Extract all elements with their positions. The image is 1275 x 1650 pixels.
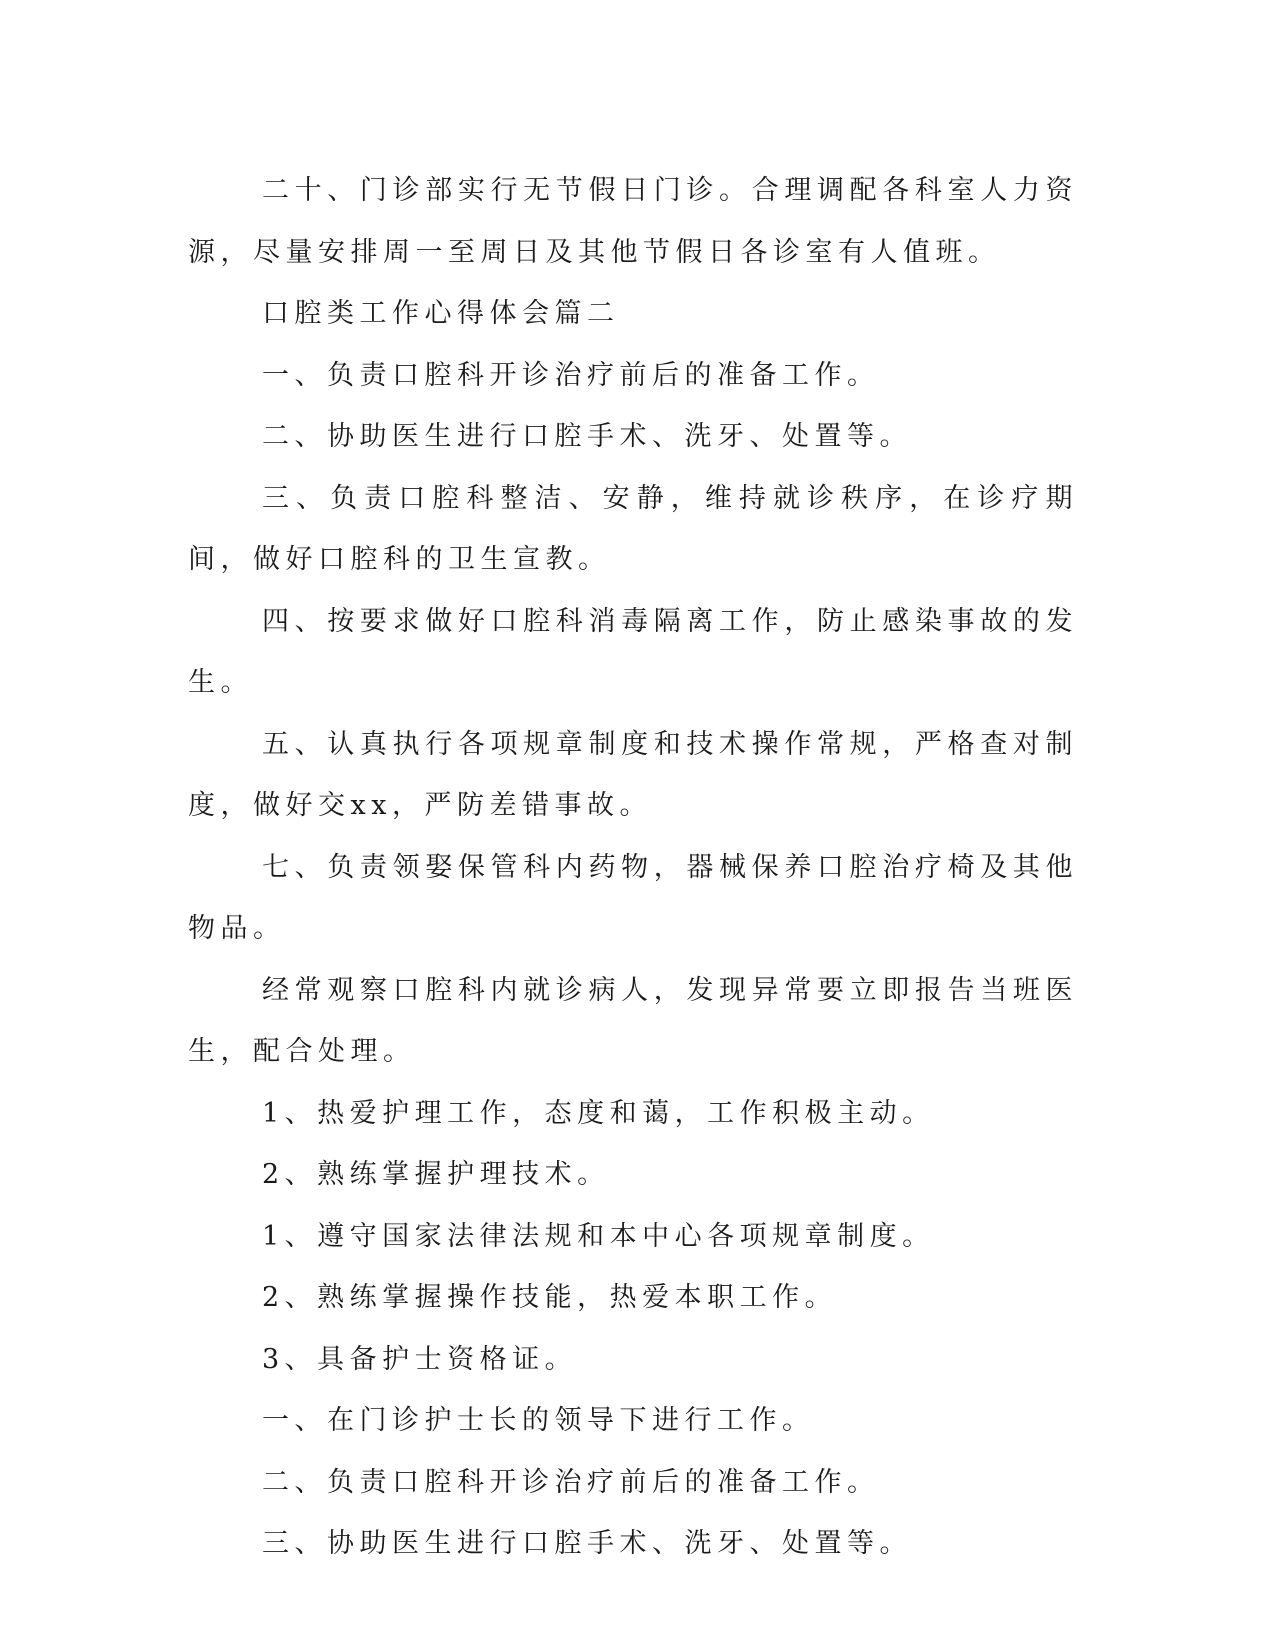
document-body	[188, 160, 1078, 1575]
paragraph-10: 1、热爱护理工作，态度和蔼，工作积极主动。	[262, 1097, 935, 1129]
paragraph-11: 2、熟练掌握护理技术。	[262, 1159, 610, 1190]
paragraph-6: 四、按要求做好口腔科消毒隔离工作，防止感染事故的发生。	[188, 605, 1078, 698]
paragraph-5: 三、负责口腔科整洁、安静，维持就诊秩序，在诊疗期间，做好口腔科的卫生宣教。	[188, 482, 1078, 575]
paragraph-15: 一、在门诊护士长的领导下进行工作。	[262, 1405, 815, 1436]
paragraph-1: 二十、门诊部实行无节假日门诊。合理调配各科室人力资源，尽量安排周一至周日及其他节假日各诊室有人值班。	[188, 175, 1078, 268]
paragraph-16: 二、负责口腔科开诊治疗前后的准备工作。	[262, 1466, 880, 1498]
paragraph-7: 五、认真执行各项规章制度和技术操作常规，严格查对制度，做好交xx，严防差错事故。	[188, 728, 1078, 821]
paragraph-14: 3、具备护士资格证。	[262, 1343, 578, 1375]
paragraph-17: 三、协助医生进行口腔手术、洗牙、处置等。	[262, 1528, 912, 1559]
section-heading: 口腔类工作心得体会篇二	[262, 298, 620, 329]
paragraph-3: 一、负责口腔科开诊治疗前后的准备工作。	[262, 359, 880, 391]
paragraph-9: 经常观察口腔科内就诊病人，发现异常要立即报告当班医生，配合处理。	[188, 974, 1078, 1067]
paragraph-4: 二、协助医生进行口腔手术、洗牙、处置等。	[262, 421, 912, 452]
paragraph-12: 1、遵守国家法律法规和本中心各项规章制度。	[262, 1220, 935, 1252]
paragraph-8: 七、负责领娶保管科内药物，器械保养口腔治疗椅及其他物品。	[188, 851, 1078, 944]
paragraph-13: 2、熟练掌握操作技能，热爱本职工作。	[262, 1282, 838, 1313]
